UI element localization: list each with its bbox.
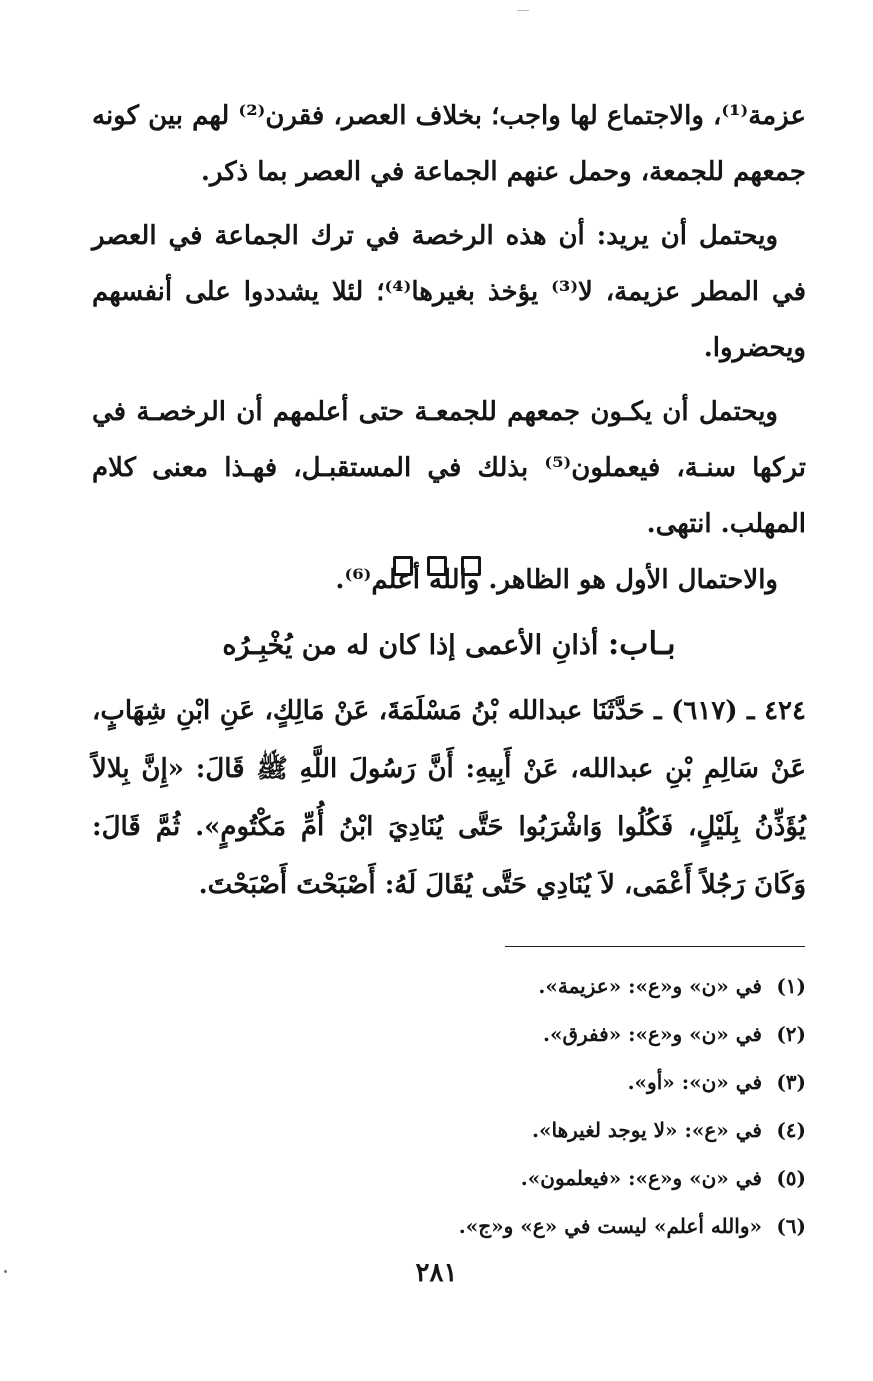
scan-speck — [4, 1270, 7, 1273]
paragraph-4: والاحتمال الأول هو الظاهر. والله أعلم⁽⁶⁾. — [335, 565, 778, 595]
chapter-title: أذانِ الأعمى إذا كان له من يُخْبِـرُه — [222, 630, 599, 661]
footnote-item — [300, 1106, 806, 1154]
footnote-item — [300, 1058, 806, 1106]
footnote-number: (٦) — [776, 1214, 806, 1238]
commentary-text — [92, 88, 806, 608]
footnote-text: في «ن» و«ع»: «فيعلمون». — [520, 1166, 762, 1190]
paragraph-3: ويحتمل أن يكـون جمعهم للجمعـة حتى أعلمهم أن الرخصـة في تركها سنـة، فيعملون⁽⁵⁾ بذلك في المستقبـل، فهـذا معنى كلام المهلب. انتهى. — [92, 397, 806, 539]
ornament-square-icon — [461, 556, 481, 576]
chapter-heading — [92, 618, 806, 672]
page-number: ٢٨١ — [415, 1258, 458, 1288]
footnote-item — [300, 1010, 806, 1058]
footnote-text: في «ن» و«ع»: «ففرق». — [543, 1022, 762, 1046]
section-divider-ornament — [0, 556, 873, 580]
chapter-label: بـاب: — [607, 626, 676, 662]
scan-mark — [517, 10, 529, 11]
footnote-number: (٢) — [776, 1022, 806, 1046]
footnote-number: (٥) — [776, 1166, 806, 1190]
paragraph-1: عزمة⁽¹⁾، والاجتماع لها واجب؛ بخلاف العصر، فقرن⁽²⁾ لهم بين كونه جمعهم للجمعة، وحمل عنهم الجماعة في العصر بما ذكر. — [92, 101, 807, 187]
footnote-item — [300, 1202, 806, 1250]
footnote-number: (٣) — [776, 1070, 806, 1094]
hadith-text: ٤٢٤ ـ (٦١٧) ـ حَدَّثَنَا عبدالله بْنُ مَسْلَمَةَ، عَنْ مَالِكٍ، عَنِ ابْنِ شِهَابٍ، عَنْ سَالِمِ بْنِ عبدالله، عَنْ أَبِيهِ: أَنَّ رَسُولَ اللَّهِ ﷺ قَالَ: «إِنَّ بِلالاً يُؤَذِّنُ بِلَيْلٍ، فَكُلُوا وَاشْرَبُوا حَتَّى يُنَادِيَ ابْنُ أُمِّ مَكْتُومٍ». ثُمَّ قَالَ: وَكَانَ رَجُلاً أَعْمَى، لاَ يُنَادِي حَتَّى يُقَالَ لَهُ: أَصْبَحْتَ أَصْبَحْتَ. — [92, 696, 806, 900]
footnote-item — [300, 962, 806, 1010]
footnote-separator — [505, 946, 805, 947]
ornament-square-icon — [427, 556, 447, 576]
footnote-number: (١) — [776, 974, 806, 998]
footnote-text: في «ع»: «لا يوجد لغيرها». — [532, 1118, 762, 1142]
paragraph-2: ويحتمل أن يريد: أن هذه الرخصة في ترك الجماعة في العصر في المطر عزيمة، لا⁽³⁾ يؤخذ بغيرها⁽⁴⁾؛ لئلا يشددوا على أنفسهم ويحضروا. — [92, 221, 807, 363]
footnote-text: «والله أعلم» ليست في «ع» و«ج». — [458, 1214, 762, 1238]
footnote-text: في «ن» و«ع»: «عزيمة». — [538, 974, 762, 998]
footnote-number: (٤) — [776, 1118, 806, 1142]
footnote-text: في «ن»: «أو». — [627, 1070, 762, 1094]
ornament-square-icon — [393, 556, 413, 576]
footnote-item — [300, 1154, 806, 1202]
footnotes — [300, 962, 806, 1250]
